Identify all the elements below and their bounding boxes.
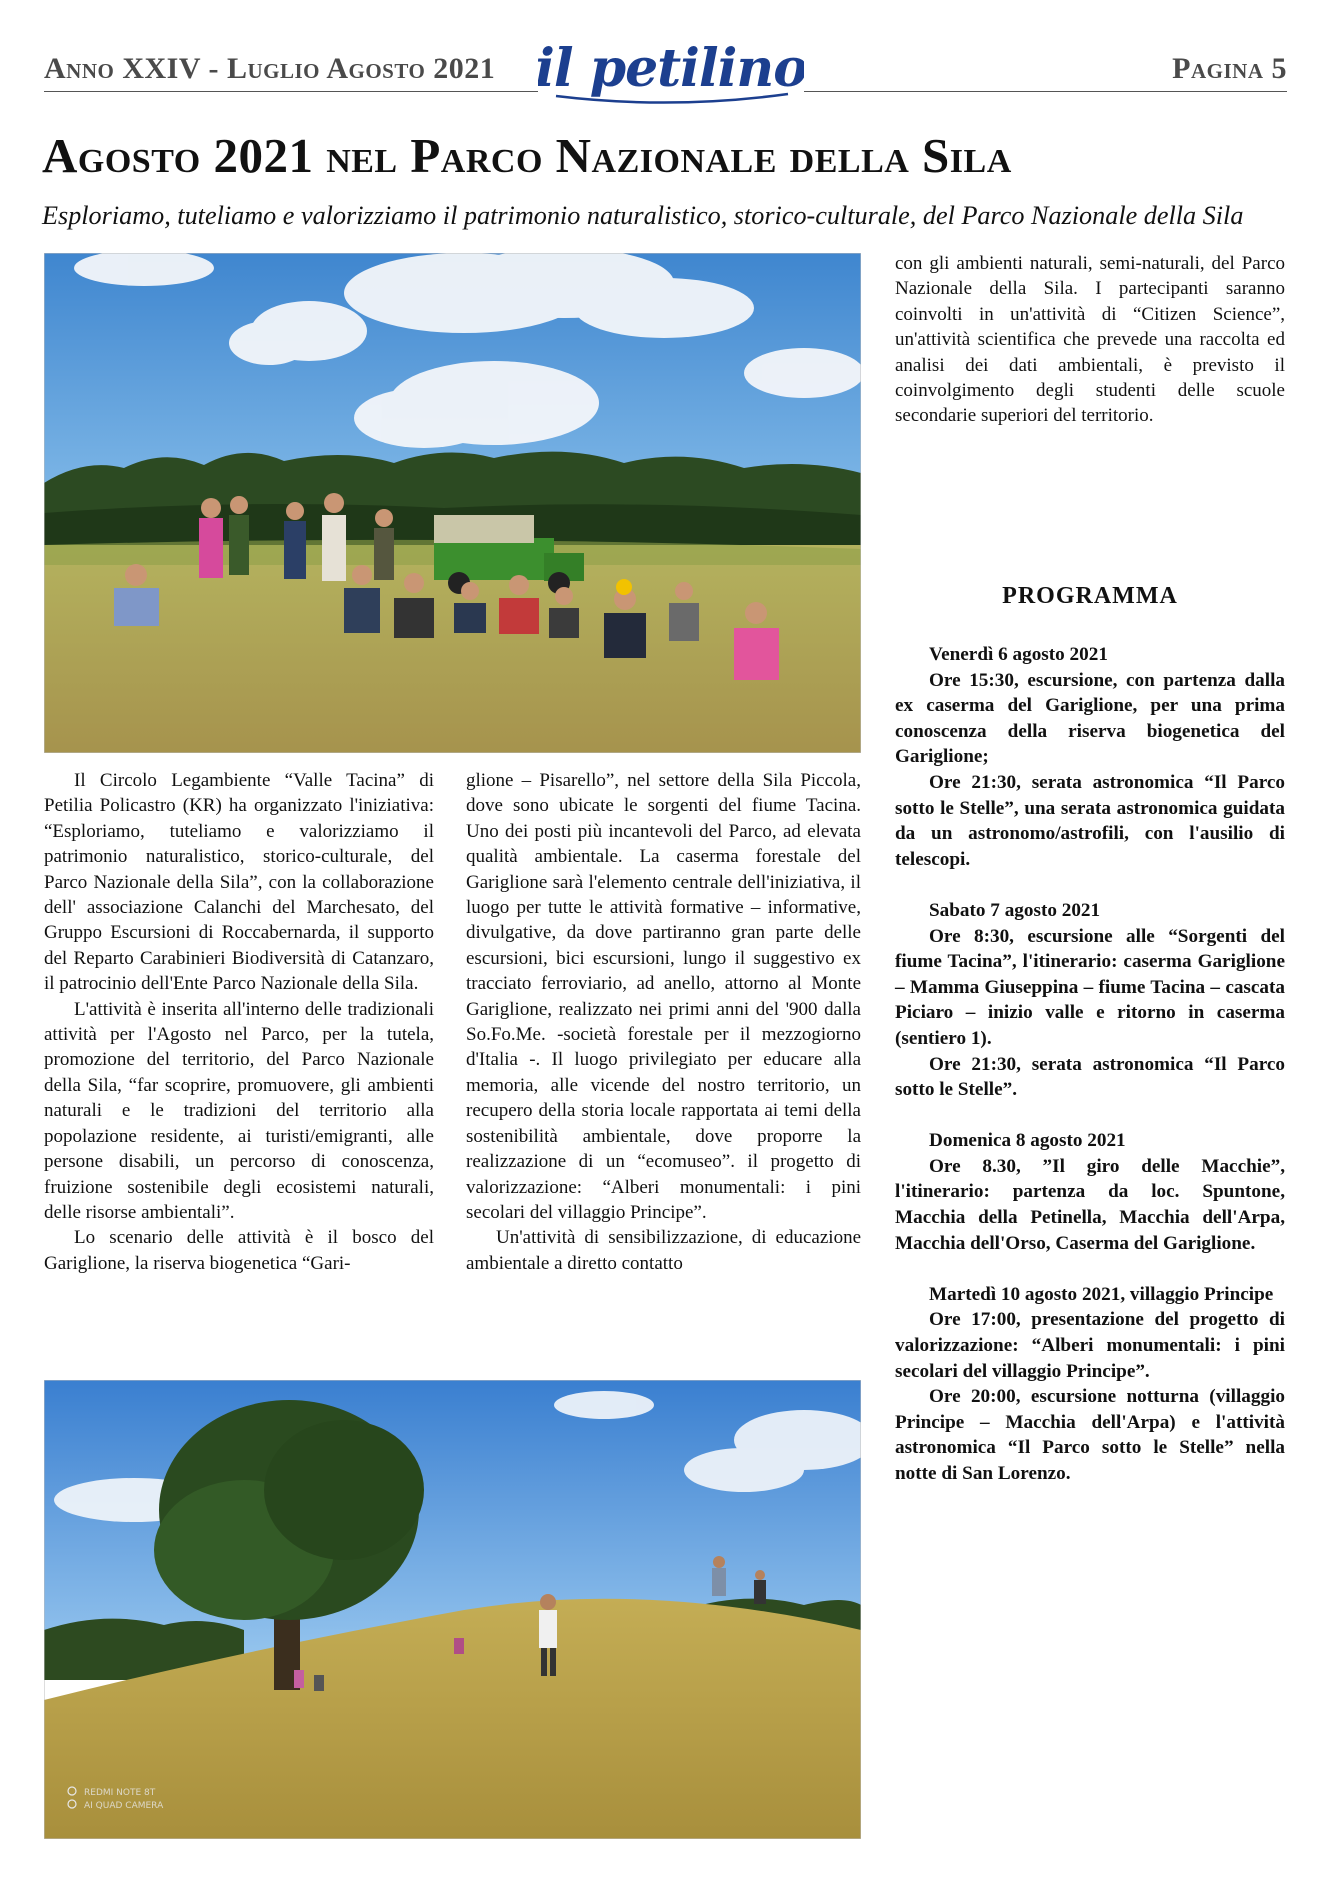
article-column-3	[895, 251, 1285, 429]
day-heading: Sabato 7 agosto 2021	[929, 899, 1101, 921]
programma-item: Ore 15:30, escursione, con partenza dalla ex caserma del Gariglione, per una prima conoscenza della riserva biogenetica del Gariglione;	[895, 669, 1285, 768]
programma-day	[895, 1282, 1285, 1487]
hikers-photo	[44, 1380, 861, 1839]
issue-label: Anno XXIV - Luglio Agosto 2021	[44, 52, 496, 85]
photo-watermark: AI QUAD CAMERA	[84, 1801, 164, 1811]
paragraph: Il Circolo Legambiente “Valle Tacina” di Petilia Policastro (KR) ha organizzato l'iniziativa: “Esploriamo, tuteliamo e valorizziamo il patrimonio naturalistico, storico-culturale, del Parco Nazionale della Sila”, con la collaborazione dell' associazione Calanchi del Marchesato, del Gruppo Escursioni di Roccabernarda, il supporto del Reparto Carabinieri Biodiversità di Catanzaro, il patrocinio dell'Ente Parco Nazionale della Sila.	[44, 770, 434, 995]
paragraph: con gli ambienti naturali, semi-naturali, del Parco Nazionale della Sila. I partecipanti saranno coinvolti in un'attività di “Citizen Science”, un'attività scientifica che prevede una raccolta ed analisi dei dati ambientali, è previsto il coinvolgimento degli studenti delle scuole secondarie superiori del territorio.	[895, 253, 1285, 427]
day-heading: Martedì 10 agosto 2021, villaggio Principe	[929, 1283, 1274, 1305]
masthead-logo	[538, 30, 804, 108]
article-column-1	[44, 768, 434, 1276]
paragraph: Lo scenario delle attività è il bosco del Gariglione, la riserva biogenetica “Gari-	[44, 1227, 434, 1274]
programma-item: Ore 21:30, serata astronomica “Il Parco sotto le Stelle”.	[895, 1053, 1285, 1101]
programma-day	[895, 642, 1285, 872]
programma-day	[895, 898, 1285, 1103]
paragraph: glione – Pisarello”, nel settore della Sila Piccola, dove sono ubicate le sorgenti del fiume Tacina. Uno dei posti più incantevoli del Parco, ad elevata qualità ambientale. La caserma forestale del Gariglione sarà l'elemento centrale dell'iniziativa, il luogo per tutte le attività formative – informative, divulgative, da dove partiranno gran parte delle escursioni, bici escursioni, lungo il suggestivo ex tracciato ferroviario, ad anello, attorno al Monte Gariglione, realizzato nei primi anni del '900 dalla So.Fo.Me. -società forestale per il mezzogiorno d'Italia -. Il luogo privilegiato per educare alla memoria, alle vicende del nostro territorio, un recupero della storia locale rapportata ai temi della sostenibilità ambientale, dove proporre la realizzazione di un “ecomuseo”. il progetto di valorizzazione: “Alberi monumentali: i pini secolari del villaggio Principe”.	[466, 770, 861, 1223]
programma-item: Ore 20:00, escursione notturna (villaggio Principe – Macchia dell'Arpa) e l'attività astronomica “Il Parco sotto le Stelle” nella notte di San Lorenzo.	[895, 1386, 1285, 1484]
group-photo	[44, 253, 861, 753]
programma-heading: PROGRAMMA	[1002, 583, 1178, 609]
programma-item: Ore 8:30, escursione alle “Sorgenti del fiume Tacina”, l'itinerario: caserma Gariglione – Mamma Giuseppina – fiume Tacina – cascata Piciaro – inizio valle e ritorno in caserma (sentiero 1).	[895, 925, 1285, 1049]
spacer	[895, 1256, 1285, 1282]
programma-list	[895, 642, 1285, 1487]
paragraph: L'attività è inserita all'interno delle tradizionali attività per l'Agosto nel Parco, per la tutela, promozione del territorio, del Parco Nazionale della Sila, “far scoprire, promuovere, gli ambienti naturali e le tradizioni del territorio alla popolazione residente, ai turisti/emigranti, alle persone disabili, un percorso di conoscenza, fruizione sostenibile degli ecosistemi naturali, delle risorse ambientali”.	[44, 998, 434, 1223]
programma-item: Ore 8.30, ”Il giro delle Macchie”, l'itinerario: partenza da loc. Spuntone, Macchia della Petinella, Macchia dell'Arpa, Macchia dell'Orso, Caserma del Gariglione.	[895, 1155, 1285, 1254]
day-heading: Domenica 8 agosto 2021	[929, 1130, 1126, 1152]
spacer	[895, 872, 1285, 898]
photo-watermark: REDMI NOTE 8T	[84, 1788, 156, 1798]
page-number: Pagina 5	[1172, 52, 1287, 85]
article-subtitle: Esploriamo, tuteliamo e valorizziamo il patrimonio naturalistico, storico-culturale, del Parco Nazionale della Sila	[42, 201, 1244, 230]
programma-day	[895, 1128, 1285, 1256]
programma-item: Ore 17:00, presentazione del progetto di valorizzazione: “Alberi monumentali: i pini secolari del villaggio Principe”.	[895, 1309, 1285, 1382]
logo-text: il petilino	[538, 38, 804, 99]
paragraph: Un'attività di sensibilizzazione, di educazione ambientale a diretto contatto	[466, 1227, 861, 1274]
article-title: Agosto 2021 nel Parco Nazionale della Sila	[42, 128, 1012, 183]
day-heading: Venerdì 6 agosto 2021	[929, 644, 1108, 665]
programma-item: Ore 21:30, serata astronomica “Il Parco sotto le Stelle”, una serata astronomica guidata da un astronomo/astrofili, con l'ausilio di telescopi.	[895, 771, 1285, 870]
article-column-2	[466, 768, 861, 1276]
spacer	[895, 1103, 1285, 1129]
